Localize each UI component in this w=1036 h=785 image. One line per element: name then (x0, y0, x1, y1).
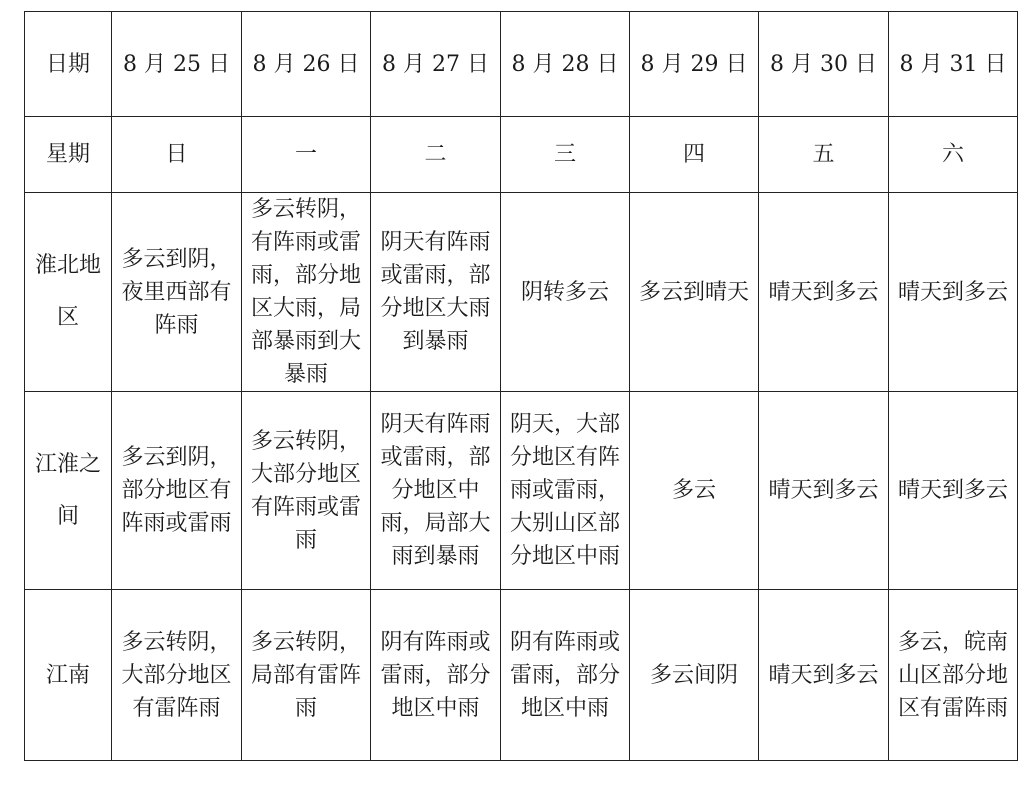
date-cell: 8 月 29 日 (630, 12, 759, 117)
weather-forecast-table (24, 11, 1018, 761)
weekday-cell: 一 (242, 117, 371, 193)
region-name-cell: 淮北地区 (25, 193, 112, 392)
weekday-cell: 三 (501, 117, 630, 193)
date-cell: 8 月 30 日 (759, 12, 889, 117)
forecast-cell: 多云转阴，大部分地区有雷阵雨 (112, 590, 242, 761)
forecast-cell: 多云转阴，局部有雷阵雨 (242, 590, 371, 761)
weekday-cell: 二 (371, 117, 501, 193)
forecast-cell: 阴天有阵雨或雷雨，部分地区中雨，局部大雨到暴雨 (371, 392, 501, 590)
forecast-cell: 多云到阴，夜里西部有阵雨 (112, 193, 242, 392)
weekday-cell: 五 (759, 117, 889, 193)
date-cell: 8 月 25 日 (112, 12, 242, 117)
forecast-cell: 阴天，大部分地区有阵雨或雷雨，大别山区部分地区中雨 (501, 392, 630, 590)
forecast-cell: 多云到阴，部分地区有阵雨或雷雨 (112, 392, 242, 590)
region-name-cell: 江南 (25, 590, 112, 761)
forecast-cell: 晴天到多云 (889, 392, 1018, 590)
forecast-cell: 多云，皖南山区部分地区有雷阵雨 (889, 590, 1018, 761)
forecast-cell: 多云 (630, 392, 759, 590)
weekday-row (25, 117, 1018, 193)
date-cell: 8 月 28 日 (501, 12, 630, 117)
forecast-cell: 阴天有阵雨或雷雨，部分地区大雨到暴雨 (371, 193, 501, 392)
weekday-cell: 日 (112, 117, 242, 193)
forecast-cell: 阴有阵雨或雷雨，部分地区中雨 (371, 590, 501, 761)
date-cell: 8 月 26 日 (242, 12, 371, 117)
forecast-cell: 晴天到多云 (759, 590, 889, 761)
forecast-cell: 多云转阴，大部分地区有阵雨或雷雨 (242, 392, 371, 590)
forecast-cell: 晴天到多云 (889, 193, 1018, 392)
region-name-cell: 江淮之间 (25, 392, 112, 590)
date-cell: 8 月 31 日 (889, 12, 1018, 117)
forecast-cell: 多云间阴 (630, 590, 759, 761)
forecast-cell: 晴天到多云 (759, 392, 889, 590)
weekday-cell: 四 (630, 117, 759, 193)
weekday-header-cell: 星期 (25, 117, 112, 193)
date-row (25, 12, 1018, 117)
forecast-cell: 多云到晴天 (630, 193, 759, 392)
date-header-cell: 日期 (25, 12, 112, 117)
region-row-jianghuai (25, 392, 1018, 590)
forecast-cell: 晴天到多云 (759, 193, 889, 392)
region-row-jiangnan (25, 590, 1018, 761)
region-row-huaibei (25, 193, 1018, 392)
weekday-cell: 六 (889, 117, 1018, 193)
forecast-cell: 阴转多云 (501, 193, 630, 392)
forecast-cell: 多云转阴，有阵雨或雷雨，部分地区大雨，局部暴雨到大暴雨 (242, 193, 371, 392)
date-cell: 8 月 27 日 (371, 12, 501, 117)
forecast-cell: 阴有阵雨或雷雨，部分地区中雨 (501, 590, 630, 761)
